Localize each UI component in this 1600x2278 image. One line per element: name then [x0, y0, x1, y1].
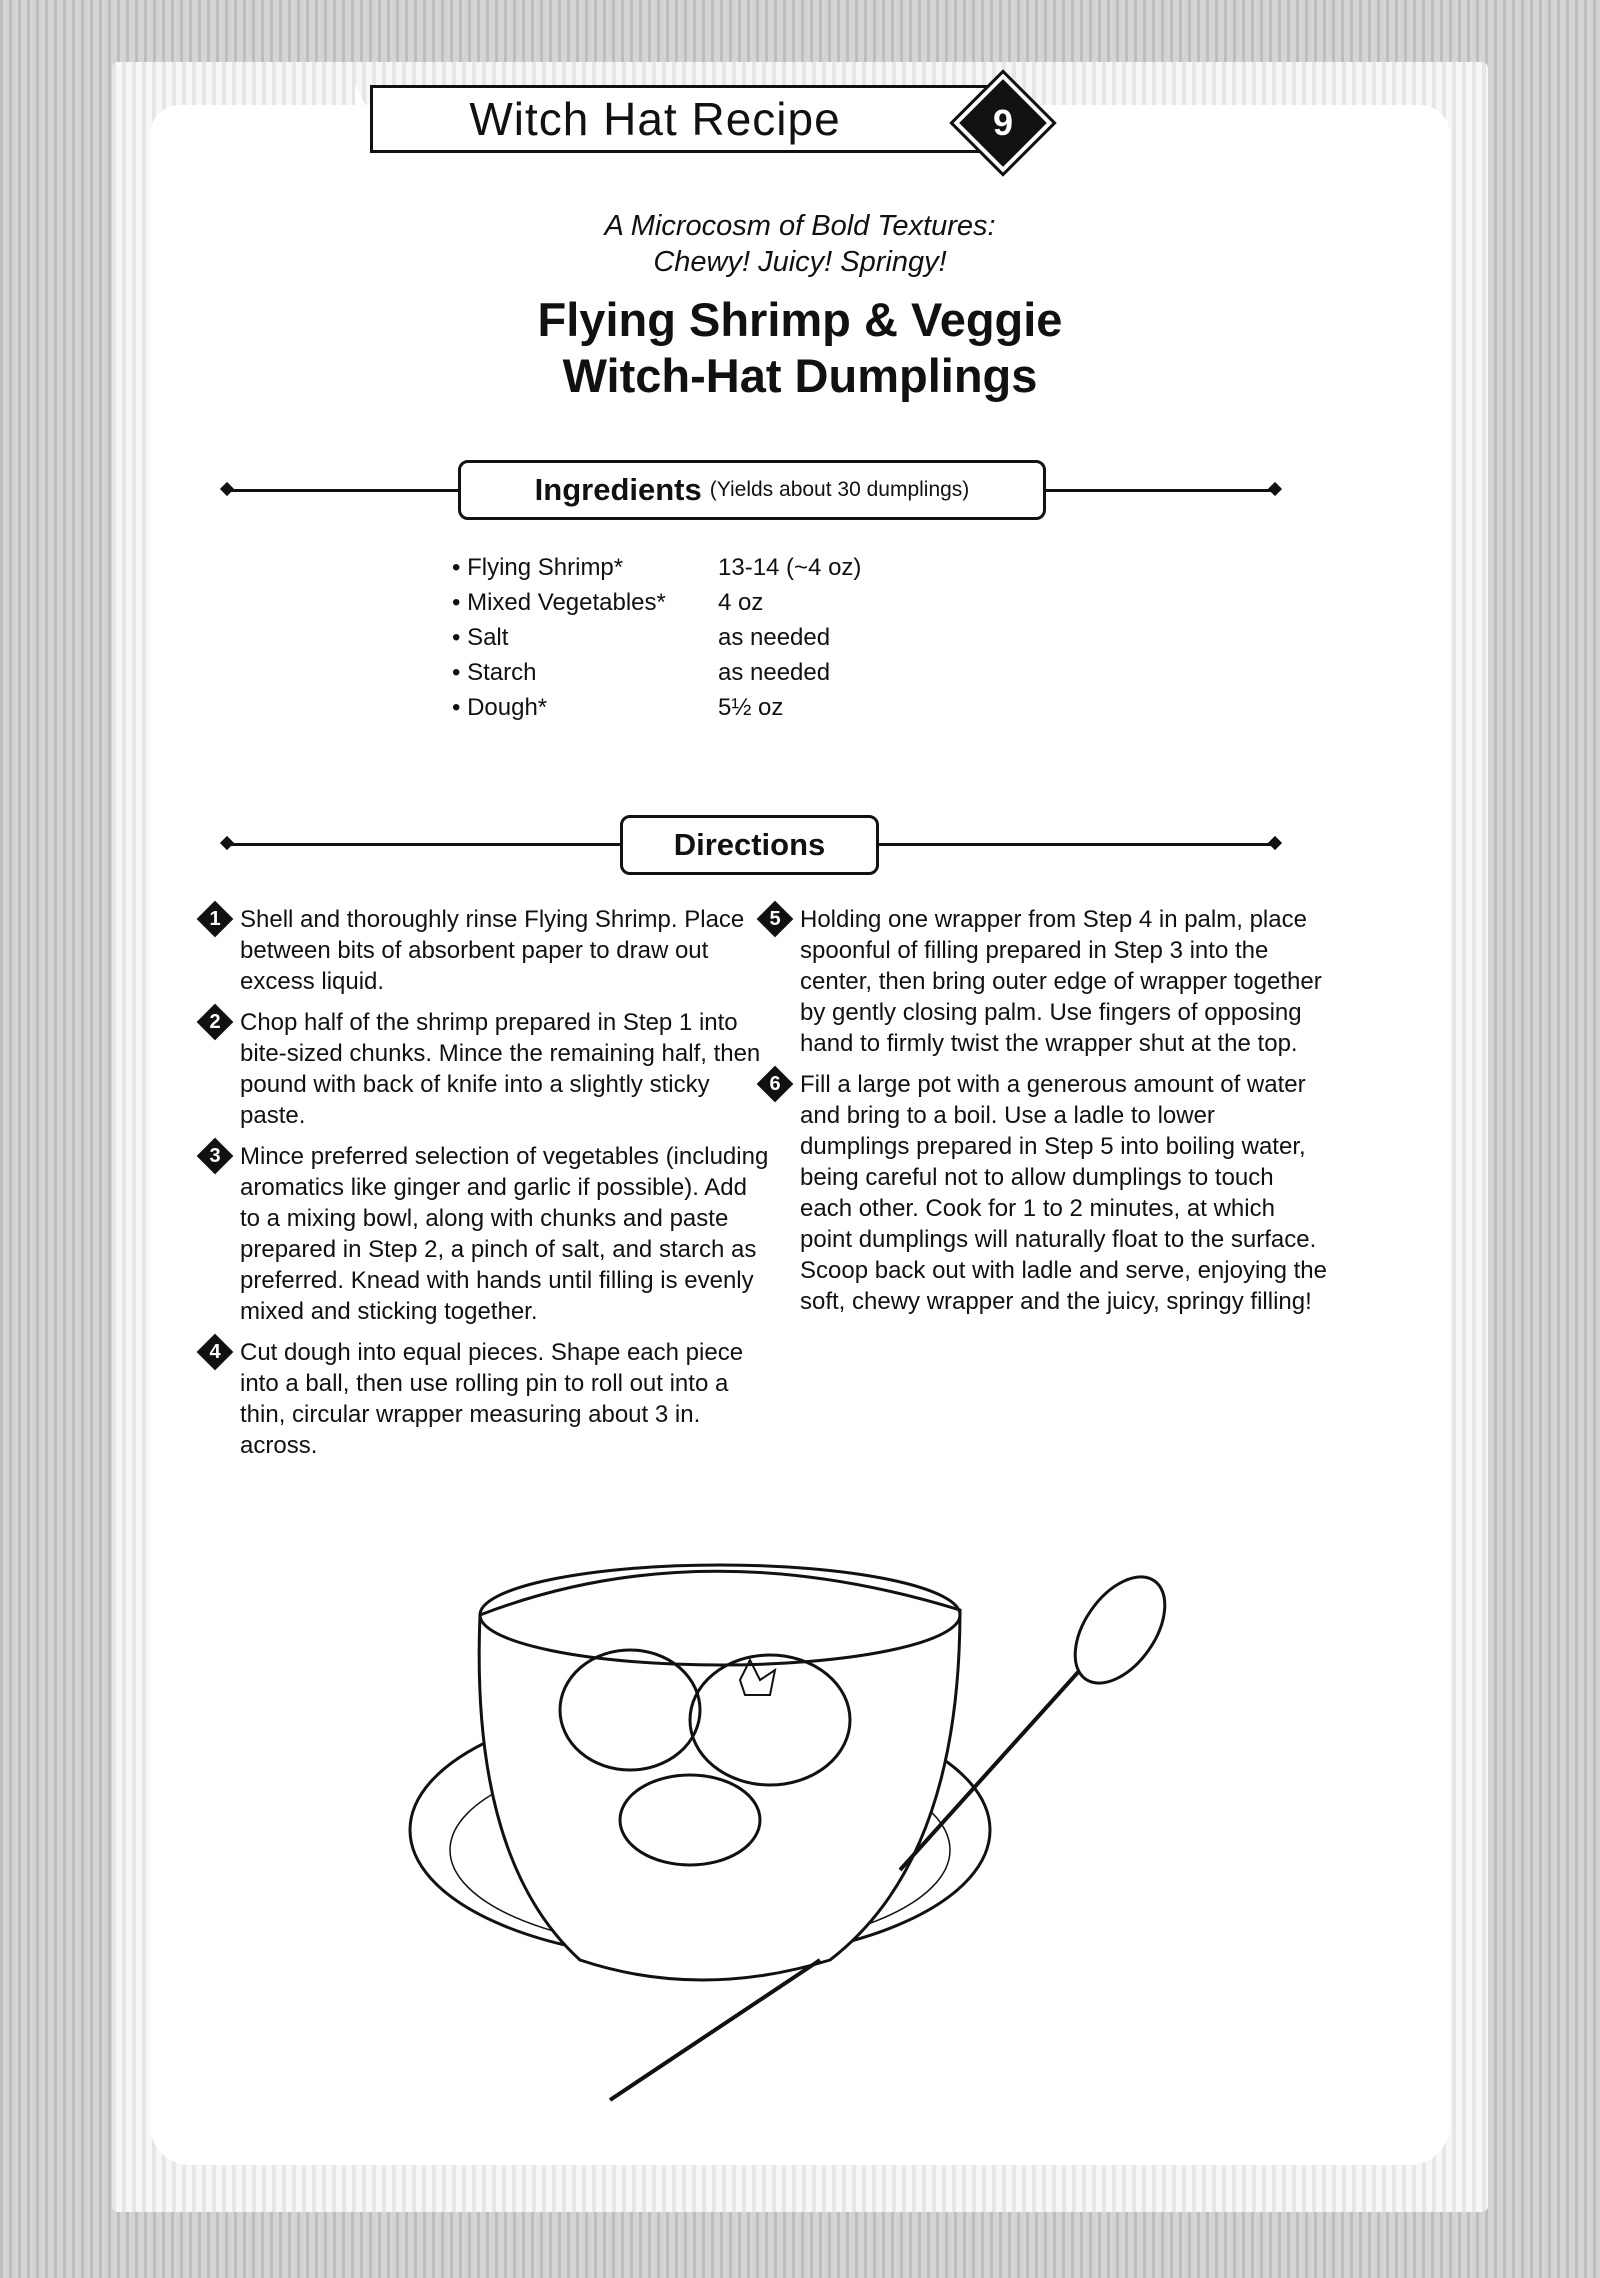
series-title-banner [370, 85, 1010, 153]
step-number: 5 [769, 907, 781, 930]
spoon-bowl [1057, 1561, 1183, 1699]
step-number: 6 [769, 1072, 781, 1095]
direction-step [209, 1007, 770, 1131]
step-text: Fill a large pot with a generous amount of water and bring to a boil. Use a ladle to lower dumplings prepared in Step 5 into boiling water, being careful not to allow dumplings to touch each other. Cook for 1 to 2 minutes, at which point dumplings will naturally float to the surface. Scoop back out with ladle and serve, enjoying the soft, chewy wrapper and the juicy, springy filling! [800, 1071, 1328, 1315]
ingredient-row [452, 620, 861, 655]
directions-right-column [769, 904, 1330, 1327]
step-text: Shell and thoroughly rinse Flying Shrimp. Place between bits of absorbent paper to draw out excess liquid. [240, 906, 745, 995]
ingredient-row [452, 655, 861, 690]
step-text: Mince preferred selection of vegetables (including aromatics like ginger and garlic if possible). Add to a mixing bowl, along with chunks and paste prepared in Step 2, a pinch of salt, and starch as preferred. Knead with hands until filling is evenly mixed and sticking together. [240, 1143, 769, 1325]
directions-heading: Directions [673, 827, 826, 862]
ingredient-row [452, 550, 861, 585]
ingredient-amount: as needed [718, 624, 831, 651]
title-line: Flying Shrimp & Veggie [537, 293, 1063, 346]
dumpling-bowl-illustration [400, 1560, 1300, 2140]
ingredient-amount: as needed [718, 659, 831, 686]
ingredient-name: • Flying Shrimp* [452, 554, 624, 581]
recipe-number: 9 [992, 102, 1014, 143]
ingredient-name: • Starch [452, 659, 537, 686]
direction-step [209, 1337, 770, 1461]
direction-step [769, 904, 1330, 1059]
ingredient-name: • Dough* [452, 694, 548, 721]
step-number: 3 [209, 1144, 221, 1167]
ingredient-amount: 13-14 (~4 oz) [718, 554, 862, 581]
subtitle-line: Chewy! Juicy! Springy! [653, 246, 947, 278]
step-text: Cut dough into equal pieces. Shape each piece into a ball, then use rolling pin to roll out into a thin, circular wrapper measuring about 3 in. across. [240, 1339, 744, 1459]
directions-heading-box [620, 815, 879, 875]
recipe-title [0, 292, 1600, 404]
subtitle-line: A Microcosm of Bold Textures: [604, 210, 996, 242]
step-text: Holding one wrapper from Step 4 in palm, place spoonful of filling prepared in Step 3 into the center, then bring outer edge of wrapper together by gently closing palm. Use fingers of opposing hand to firmly twist the wrapper shut at the top. [800, 906, 1322, 1057]
bowl [479, 1571, 960, 1980]
yield-note: (Yields about 30 dumplings) [709, 478, 970, 501]
ingredient-amount: 4 oz [718, 589, 764, 616]
direction-step [209, 904, 770, 997]
ingredients-heading: Ingredients [534, 472, 702, 507]
ingredient-name: • Salt [452, 624, 509, 651]
ingredient-name: • Mixed Vegetables* [452, 589, 666, 616]
step-number: 2 [209, 1010, 221, 1033]
recipe-subtitle [0, 208, 1600, 280]
direction-step [769, 1069, 1330, 1317]
step-number: 1 [209, 907, 221, 930]
ingredients-heading-box [458, 460, 1046, 520]
directions-left-column [209, 904, 770, 1471]
ingredients-list [452, 550, 861, 725]
step-text: Chop half of the shrimp prepared in Step 1 into bite-sized chunks. Mince the remaining half, then pound with back of knife into a slightly sticky paste. [240, 1009, 761, 1129]
series-title: Witch Hat Recipe [469, 93, 841, 145]
ingredient-row [452, 585, 861, 620]
title-line: Witch-Hat Dumplings [562, 349, 1038, 402]
ingredient-row [452, 690, 861, 725]
ingredient-amount: 5½ oz [718, 694, 784, 721]
step-number: 4 [209, 1340, 221, 1363]
direction-step [209, 1141, 770, 1327]
